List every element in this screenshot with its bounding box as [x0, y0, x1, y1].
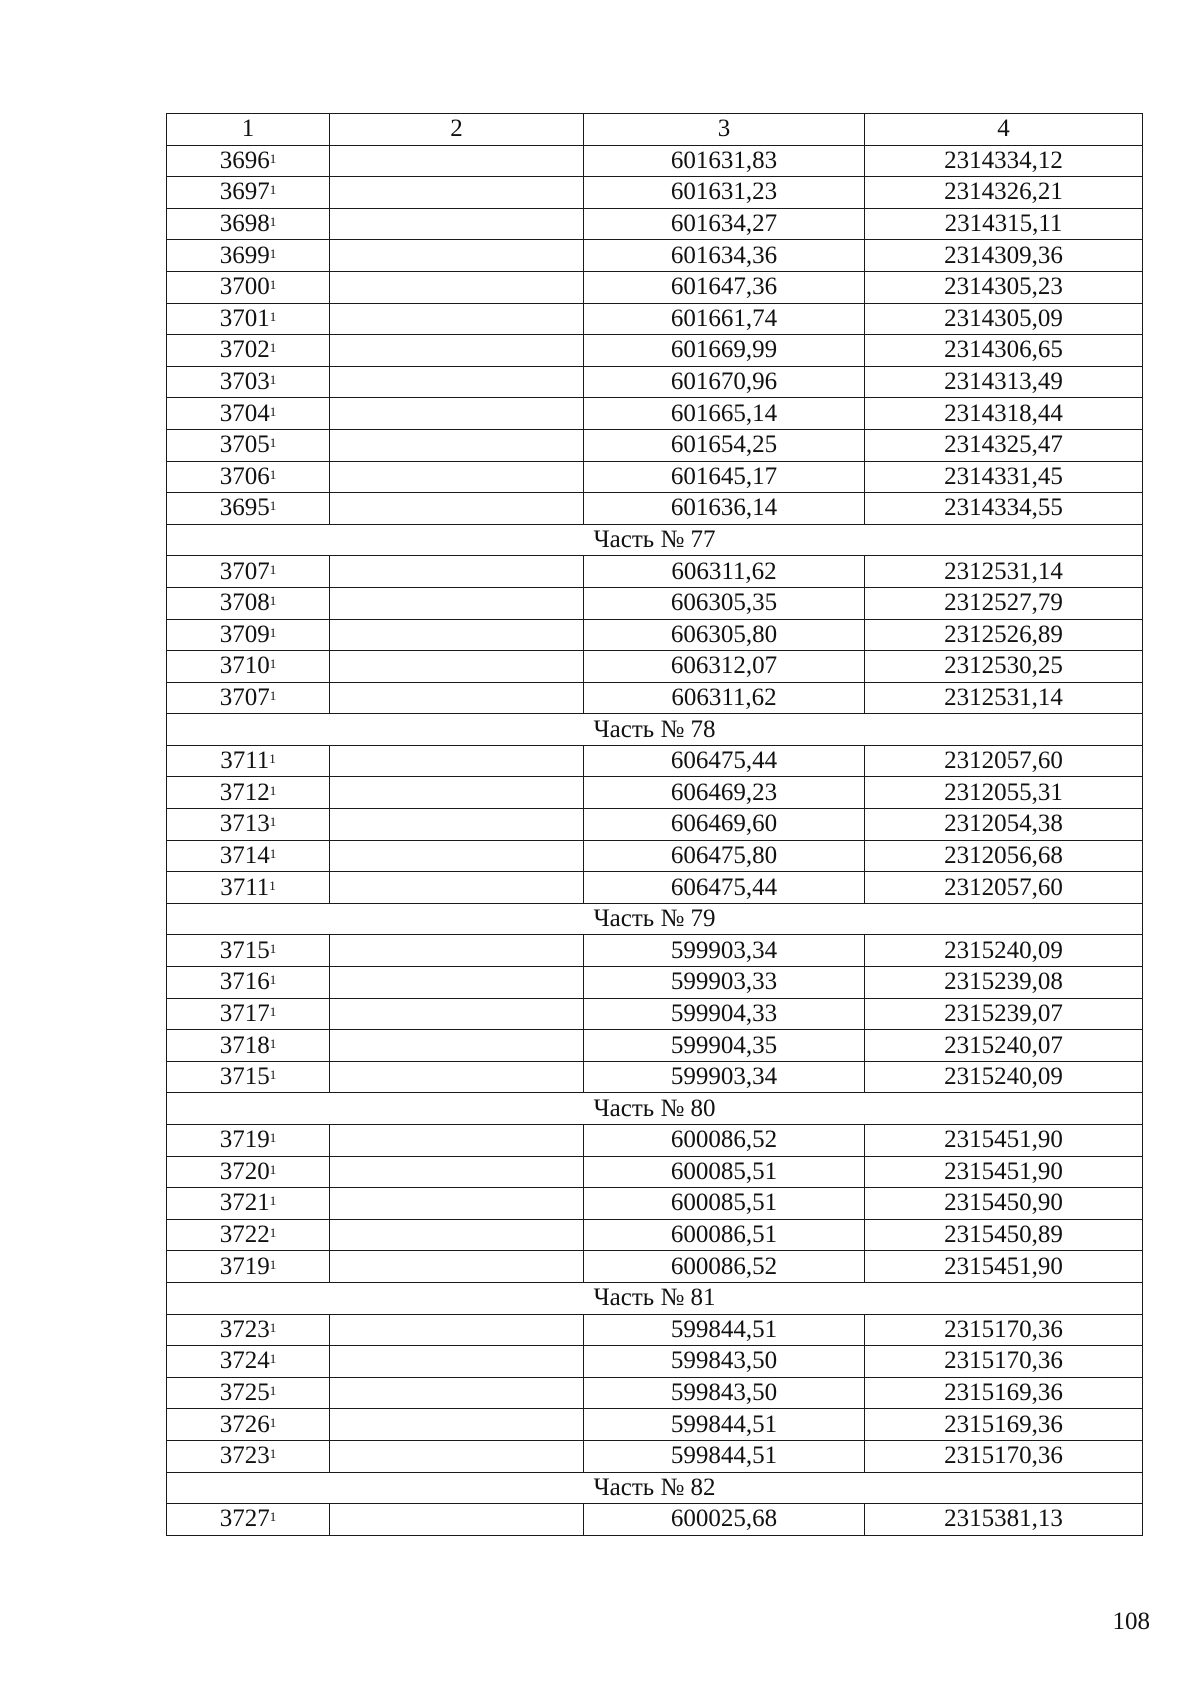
- section-title: Часть № 80: [167, 1093, 1143, 1125]
- point-number-superscript: 1: [269, 150, 277, 166]
- table-row: [167, 1188, 1143, 1220]
- x-coordinate-cell: 599843,50: [584, 1377, 865, 1409]
- point-number-superscript: 1: [269, 1414, 277, 1430]
- empty-cell: [330, 682, 584, 714]
- point-number: 3712: [219, 778, 270, 806]
- point-number-cell: [167, 556, 330, 588]
- y-coordinate-cell: 2312531,14: [865, 682, 1143, 714]
- table-row: [167, 682, 1143, 714]
- section-row: [167, 1472, 1143, 1504]
- table-row: [167, 1061, 1143, 1093]
- point-number-cell: [167, 1504, 330, 1536]
- empty-cell: [330, 1314, 584, 1346]
- point-number: 3697: [219, 178, 270, 206]
- header-col-3: 3: [584, 114, 865, 146]
- x-coordinate-cell: 606469,23: [584, 777, 865, 809]
- table-row: [167, 967, 1143, 999]
- empty-cell: [330, 208, 584, 240]
- point-number-superscript: 1: [269, 845, 277, 861]
- table-row: [167, 872, 1143, 904]
- point-number-superscript: 1: [269, 972, 277, 988]
- x-coordinate-cell: 599843,50: [584, 1346, 865, 1378]
- y-coordinate-cell: 2315450,90: [865, 1188, 1143, 1220]
- table-row: [167, 1314, 1143, 1346]
- x-coordinate-cell: 600085,51: [584, 1156, 865, 1188]
- point-number-cell: [167, 1409, 330, 1441]
- point-number: 3703: [219, 368, 270, 396]
- empty-cell: [330, 1251, 584, 1283]
- x-coordinate-cell: 601661,74: [584, 303, 865, 335]
- point-number: 3726: [219, 1410, 270, 1438]
- table-row: [167, 271, 1143, 303]
- empty-cell: [330, 398, 584, 430]
- point-number-cell: [167, 1030, 330, 1062]
- section-title: Часть № 78: [167, 714, 1143, 746]
- point-number: 3715: [219, 936, 270, 964]
- y-coordinate-cell: 2314326,21: [865, 177, 1143, 209]
- table-row: [167, 1251, 1143, 1283]
- x-coordinate-cell: 600086,52: [584, 1251, 865, 1283]
- empty-cell: [330, 935, 584, 967]
- point-number: 3715: [219, 1063, 270, 1091]
- y-coordinate-cell: 2315170,36: [865, 1440, 1143, 1472]
- point-number-superscript: 1: [269, 1351, 277, 1367]
- x-coordinate-cell: 600086,51: [584, 1219, 865, 1251]
- point-number-superscript: 1: [269, 277, 277, 293]
- y-coordinate-cell: 2315169,36: [865, 1377, 1143, 1409]
- point-number-superscript: 1: [269, 1003, 277, 1019]
- x-coordinate-cell: 606312,07: [584, 651, 865, 683]
- point-number: 3718: [219, 1031, 270, 1059]
- y-coordinate-cell: 2315240,09: [865, 935, 1143, 967]
- point-number-superscript: 1: [269, 372, 277, 388]
- point-number-cell: [167, 366, 330, 398]
- point-number: 3709: [219, 620, 270, 648]
- x-coordinate-cell: 599903,34: [584, 935, 865, 967]
- point-number-cell: [167, 461, 330, 493]
- point-number-cell: [167, 998, 330, 1030]
- empty-cell: [330, 1504, 584, 1536]
- empty-cell: [330, 1409, 584, 1441]
- x-coordinate-cell: 606475,44: [584, 745, 865, 777]
- point-number-superscript: 1: [269, 782, 277, 798]
- coordinates-table-body: [167, 114, 1143, 1536]
- point-number-cell: [167, 303, 330, 335]
- point-number-superscript: 1: [269, 656, 277, 672]
- table-header-row: [167, 114, 1143, 146]
- empty-cell: [330, 619, 584, 651]
- point-number-superscript: 1: [269, 245, 277, 261]
- y-coordinate-cell: 2315381,13: [865, 1504, 1143, 1536]
- point-number-cell: [167, 682, 330, 714]
- point-number-cell: [167, 1219, 330, 1251]
- empty-cell: [330, 1125, 584, 1157]
- y-coordinate-cell: 2314334,55: [865, 493, 1143, 525]
- point-number-cell: [167, 745, 330, 777]
- point-number-superscript: 1: [269, 1035, 277, 1051]
- point-number-cell: [167, 840, 330, 872]
- x-coordinate-cell: 601631,23: [584, 177, 865, 209]
- point-number: 3700: [219, 273, 270, 301]
- y-coordinate-cell: 2312527,79: [865, 587, 1143, 619]
- point-number-cell: [167, 493, 330, 525]
- x-coordinate-cell: 606475,80: [584, 840, 865, 872]
- point-number: 3719: [219, 1252, 270, 1280]
- table-row: [167, 998, 1143, 1030]
- point-number: 3699: [219, 241, 270, 269]
- x-coordinate-cell: 599903,34: [584, 1061, 865, 1093]
- y-coordinate-cell: 2314318,44: [865, 398, 1143, 430]
- point-number-superscript: 1: [269, 340, 277, 356]
- empty-cell: [330, 335, 584, 367]
- table-row: [167, 1125, 1143, 1157]
- table-row: [167, 208, 1143, 240]
- point-number-superscript: 1: [269, 466, 277, 482]
- table-row: [167, 777, 1143, 809]
- y-coordinate-cell: 2315170,36: [865, 1346, 1143, 1378]
- y-coordinate-cell: 2312531,14: [865, 556, 1143, 588]
- point-number-superscript: 1: [269, 308, 277, 324]
- point-number: 3713: [219, 810, 270, 838]
- point-number: 3708: [219, 589, 270, 617]
- empty-cell: [330, 493, 584, 525]
- table-row: [167, 1504, 1143, 1536]
- y-coordinate-cell: 2312054,38: [865, 809, 1143, 841]
- x-coordinate-cell: 606469,60: [584, 809, 865, 841]
- empty-cell: [330, 1156, 584, 1188]
- point-number: 3724: [219, 1347, 270, 1375]
- empty-cell: [330, 1346, 584, 1378]
- y-coordinate-cell: 2314334,12: [865, 145, 1143, 177]
- section-row: [167, 714, 1143, 746]
- table-row: [167, 935, 1143, 967]
- x-coordinate-cell: 601636,14: [584, 493, 865, 525]
- y-coordinate-cell: 2314309,36: [865, 240, 1143, 272]
- empty-cell: [330, 998, 584, 1030]
- x-coordinate-cell: 601670,96: [584, 366, 865, 398]
- empty-cell: [330, 651, 584, 683]
- y-coordinate-cell: 2312530,25: [865, 651, 1143, 683]
- table-row: [167, 1156, 1143, 1188]
- x-coordinate-cell: 599904,35: [584, 1030, 865, 1062]
- point-number-superscript: 1: [269, 435, 277, 451]
- empty-cell: [330, 303, 584, 335]
- point-number: 3725: [219, 1379, 270, 1407]
- point-number-superscript: 1: [269, 1446, 277, 1462]
- point-number-cell: [167, 619, 330, 651]
- y-coordinate-cell: 2315170,36: [865, 1314, 1143, 1346]
- empty-cell: [330, 240, 584, 272]
- point-number: 3720: [219, 1157, 270, 1185]
- y-coordinate-cell: 2315240,07: [865, 1030, 1143, 1062]
- point-number: 3704: [219, 399, 270, 427]
- y-coordinate-cell: 2315450,89: [865, 1219, 1143, 1251]
- point-number-cell: [167, 935, 330, 967]
- empty-cell: [330, 872, 584, 904]
- header-col-1: 1: [167, 114, 330, 146]
- point-number: 3707: [219, 683, 270, 711]
- point-number: 3705: [219, 431, 270, 459]
- point-number-cell: [167, 872, 330, 904]
- x-coordinate-cell: 601669,99: [584, 335, 865, 367]
- empty-cell: [330, 745, 584, 777]
- x-coordinate-cell: 599844,51: [584, 1314, 865, 1346]
- y-coordinate-cell: 2314315,11: [865, 208, 1143, 240]
- table-row: [167, 1409, 1143, 1441]
- point-number-cell: [167, 1061, 330, 1093]
- empty-cell: [330, 840, 584, 872]
- y-coordinate-cell: 2312057,60: [865, 872, 1143, 904]
- point-number-cell: [167, 1156, 330, 1188]
- point-number-superscript: 1: [269, 1225, 277, 1241]
- empty-cell: [330, 777, 584, 809]
- point-number-superscript: 1: [269, 1161, 277, 1177]
- empty-cell: [330, 1219, 584, 1251]
- x-coordinate-cell: 601631,83: [584, 145, 865, 177]
- section-title: Часть № 79: [167, 903, 1143, 935]
- table-row: [167, 303, 1143, 335]
- point-number: 3695: [219, 494, 270, 522]
- point-number-superscript: 1: [269, 1509, 277, 1525]
- point-number-superscript: 1: [269, 561, 277, 577]
- table-row: [167, 398, 1143, 430]
- table-row: [167, 177, 1143, 209]
- empty-cell: [330, 1030, 584, 1062]
- point-number: 3723: [219, 1442, 270, 1470]
- point-number: 3723: [219, 1315, 270, 1343]
- point-number: 3710: [219, 652, 270, 680]
- table-row: [167, 240, 1143, 272]
- section-row: [167, 903, 1143, 935]
- point-number: 3717: [219, 999, 270, 1027]
- empty-cell: [330, 809, 584, 841]
- point-number-cell: [167, 177, 330, 209]
- point-number-cell: [167, 809, 330, 841]
- point-number-cell: [167, 429, 330, 461]
- point-number-superscript: 1: [269, 940, 277, 956]
- empty-cell: [330, 1440, 584, 1472]
- empty-cell: [330, 429, 584, 461]
- page-number: 108: [1112, 1608, 1150, 1635]
- y-coordinate-cell: 2315240,09: [865, 1061, 1143, 1093]
- table-row: [167, 1030, 1143, 1062]
- point-number: 3714: [219, 841, 270, 869]
- point-number: 3711: [220, 747, 270, 775]
- point-number-superscript: 1: [269, 877, 276, 893]
- point-number-superscript: 1: [269, 498, 277, 514]
- empty-cell: [330, 271, 584, 303]
- y-coordinate-cell: 2314313,49: [865, 366, 1143, 398]
- table-row: [167, 1377, 1143, 1409]
- point-number-cell: [167, 587, 330, 619]
- point-number-cell: [167, 335, 330, 367]
- point-number-superscript: 1: [269, 814, 277, 830]
- point-number: 3707: [219, 557, 270, 585]
- table-row: [167, 429, 1143, 461]
- x-coordinate-cell: 606475,44: [584, 872, 865, 904]
- section-row: [167, 1093, 1143, 1125]
- y-coordinate-cell: 2312055,31: [865, 777, 1143, 809]
- coordinates-table: [166, 113, 1143, 1536]
- table-row: [167, 145, 1143, 177]
- table-row: [167, 809, 1143, 841]
- table-row: [167, 1346, 1143, 1378]
- point-number: 3711: [220, 873, 270, 901]
- x-coordinate-cell: 600086,52: [584, 1125, 865, 1157]
- point-number-cell: [167, 1377, 330, 1409]
- point-number: 3722: [219, 1221, 270, 1249]
- x-coordinate-cell: 606305,35: [584, 587, 865, 619]
- point-number: 3727: [219, 1505, 270, 1533]
- empty-cell: [330, 1377, 584, 1409]
- table-row: [167, 619, 1143, 651]
- y-coordinate-cell: 2315239,08: [865, 967, 1143, 999]
- point-number-cell: [167, 777, 330, 809]
- point-number: 3701: [219, 304, 270, 332]
- x-coordinate-cell: 601634,27: [584, 208, 865, 240]
- table-row: [167, 587, 1143, 619]
- x-coordinate-cell: 599904,33: [584, 998, 865, 1030]
- y-coordinate-cell: 2314305,23: [865, 271, 1143, 303]
- table-row: [167, 493, 1143, 525]
- table-row: [167, 840, 1143, 872]
- x-coordinate-cell: 601634,36: [584, 240, 865, 272]
- table-row: [167, 461, 1143, 493]
- point-number-superscript: 1: [269, 214, 277, 230]
- section-title: Часть № 82: [167, 1472, 1143, 1504]
- y-coordinate-cell: 2314306,65: [865, 335, 1143, 367]
- y-coordinate-cell: 2315239,07: [865, 998, 1143, 1030]
- point-number-cell: [167, 1251, 330, 1283]
- empty-cell: [330, 1061, 584, 1093]
- x-coordinate-cell: 606311,62: [584, 682, 865, 714]
- y-coordinate-cell: 2312526,89: [865, 619, 1143, 651]
- point-number-cell: [167, 1346, 330, 1378]
- x-coordinate-cell: 601665,14: [584, 398, 865, 430]
- point-number-superscript: 1: [269, 751, 276, 767]
- header-col-4: 4: [865, 114, 1143, 146]
- y-coordinate-cell: 2312057,60: [865, 745, 1143, 777]
- y-coordinate-cell: 2315451,90: [865, 1125, 1143, 1157]
- point-number-superscript: 1: [269, 624, 277, 640]
- x-coordinate-cell: 600085,51: [584, 1188, 865, 1220]
- table-row: [167, 1219, 1143, 1251]
- y-coordinate-cell: 2315451,90: [865, 1251, 1143, 1283]
- table-row: [167, 745, 1143, 777]
- x-coordinate-cell: 601654,25: [584, 429, 865, 461]
- point-number-cell: [167, 967, 330, 999]
- point-number-cell: [167, 271, 330, 303]
- point-number-cell: [167, 208, 330, 240]
- point-number-superscript: 1: [269, 1383, 277, 1399]
- table-row: [167, 1440, 1143, 1472]
- empty-cell: [330, 587, 584, 619]
- x-coordinate-cell: 606311,62: [584, 556, 865, 588]
- x-coordinate-cell: 601647,36: [584, 271, 865, 303]
- section-title: Часть № 81: [167, 1282, 1143, 1314]
- point-number-superscript: 1: [269, 687, 277, 703]
- x-coordinate-cell: 599903,33: [584, 967, 865, 999]
- section-row: [167, 524, 1143, 556]
- section-title: Часть № 77: [167, 524, 1143, 556]
- header-col-2: 2: [330, 114, 584, 146]
- point-number: 3721: [219, 1189, 270, 1217]
- point-number-superscript: 1: [269, 1130, 277, 1146]
- table-row: [167, 335, 1143, 367]
- y-coordinate-cell: 2314305,09: [865, 303, 1143, 335]
- empty-cell: [330, 366, 584, 398]
- point-number: 3698: [219, 210, 270, 238]
- x-coordinate-cell: 599844,51: [584, 1440, 865, 1472]
- table-row: [167, 366, 1143, 398]
- point-number-cell: [167, 1125, 330, 1157]
- y-coordinate-cell: 2315169,36: [865, 1409, 1143, 1441]
- point-number-cell: [167, 240, 330, 272]
- y-coordinate-cell: 2314325,47: [865, 429, 1143, 461]
- point-number-cell: [167, 1440, 330, 1472]
- x-coordinate-cell: 601645,17: [584, 461, 865, 493]
- point-number-cell: [167, 1314, 330, 1346]
- empty-cell: [330, 1188, 584, 1220]
- x-coordinate-cell: 600025,68: [584, 1504, 865, 1536]
- point-number: 3719: [219, 1126, 270, 1154]
- point-number-superscript: 1: [269, 593, 277, 609]
- table-row: [167, 556, 1143, 588]
- point-number-superscript: 1: [269, 182, 277, 198]
- y-coordinate-cell: 2314331,45: [865, 461, 1143, 493]
- point-number-cell: [167, 398, 330, 430]
- point-number-superscript: 1: [269, 1067, 277, 1083]
- point-number: 3696: [219, 146, 270, 174]
- table-row: [167, 651, 1143, 683]
- point-number-superscript: 1: [269, 1256, 277, 1272]
- y-coordinate-cell: 2315451,90: [865, 1156, 1143, 1188]
- point-number: 3716: [219, 968, 270, 996]
- point-number-superscript: 1: [269, 403, 277, 419]
- empty-cell: [330, 145, 584, 177]
- x-coordinate-cell: 606305,80: [584, 619, 865, 651]
- empty-cell: [330, 556, 584, 588]
- point-number: 3706: [219, 462, 270, 490]
- empty-cell: [330, 461, 584, 493]
- point-number: 3702: [219, 336, 270, 364]
- point-number-cell: [167, 1188, 330, 1220]
- x-coordinate-cell: 599844,51: [584, 1409, 865, 1441]
- empty-cell: [330, 967, 584, 999]
- point-number-cell: [167, 651, 330, 683]
- point-number-cell: [167, 145, 330, 177]
- y-coordinate-cell: 2312056,68: [865, 840, 1143, 872]
- point-number-superscript: 1: [269, 1193, 277, 1209]
- section-row: [167, 1282, 1143, 1314]
- empty-cell: [330, 177, 584, 209]
- point-number-superscript: 1: [269, 1319, 277, 1335]
